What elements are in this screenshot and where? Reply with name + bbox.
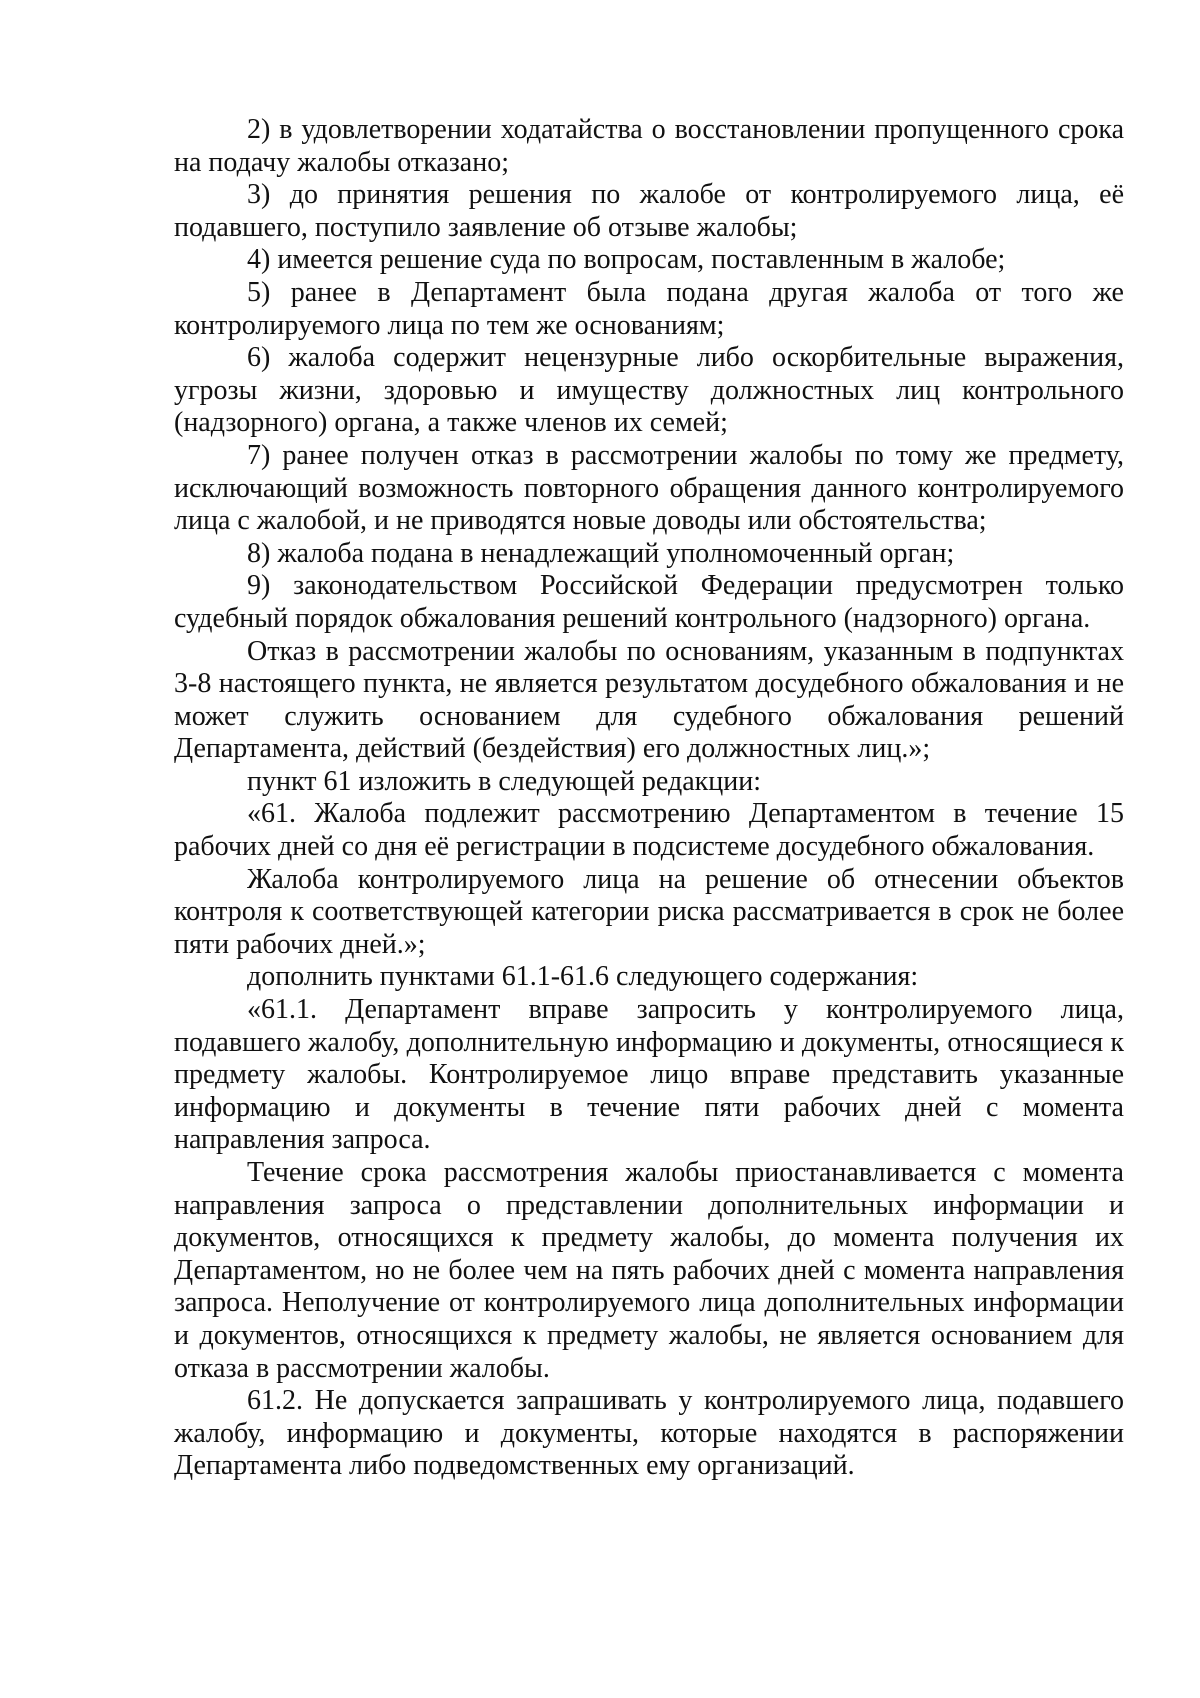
- paragraph-item-8: 8) жалоба подана в ненадлежащий уполномоченный орган;: [247, 537, 955, 569]
- paragraph-61-text: «61. Жалоба подлежит рассмотрению Департаментом в течение 15 рабочих дней со дня её регистрации в подсистеме досудебного обжалования.: [174, 798, 1124, 863]
- paragraph-item-6: 6) жалоба содержит нецензурные либо оскорбительные выражения, угрозы жизни, здоровью и имуществу должностных лиц контрольного (надзорного) органа, а также членов их семей;: [174, 342, 1124, 439]
- paragraph-item-3: 3) до принятия решения по жалобе от контролируемого лица, её подавшего, поступило заявление об отзыве жалобы;: [174, 179, 1124, 243]
- paragraph-refusal-note: Отказ в рассмотрении жалобы по основаниям, указанным в подпунктах 3-8 настоящего пункта, не является результатом досудебного обжалования и не может служить основанием для судебного обжалования решений Департамента, действий (бездействия) его должностных лиц.»;: [174, 635, 1124, 765]
- paragraph-61-risk: Жалоба контролируемого лица на решение об отнесении объектов контроля к соответствующей категории риска рассматривается в срок не более пяти рабочих дней.»;: [174, 863, 1124, 960]
- paragraph-item-7: 7) ранее получен отказ в рассмотрении жалобы по тому же предмету, исключающий возможность повторного обращения данного контролируемого лица с жалобой, и не приводятся новые доводы или обстоятельства;: [174, 439, 1124, 537]
- paragraph-amend-61: пункт 61 изложить в следующей редакции:: [247, 765, 761, 797]
- paragraph-61-2: 61.2. Не допускается запрашивать у контролируемого лица, подавшего жалобу, информацию и документы, которые находятся в распоряжении Департамента либо подведомственных ему организаций.: [174, 1385, 1124, 1482]
- paragraph-61-1: «61.1. Департамент вправе запросить у контролируемого лица, подавшего жалобу, дополнительную информацию и документы, относящиеся к предмету жалобы. Контролируемое лицо вправе представить указанные информацию и документы в течение пяти рабочих дней с момента направления запроса.: [174, 994, 1124, 1156]
- document-page: [174, 114, 1124, 1483]
- paragraph-item-5: 5) ранее в Департамент была подана другая жалоба от того же контролируемого лица по тем же основаниям;: [174, 276, 1124, 341]
- paragraph-item-2: 2) в удовлетворении ходатайства о восстановлении пропущенного срока на подачу жалобы отказано;: [174, 114, 1124, 178]
- paragraph-add-61-1-61-6: дополнить пунктами 61.1-61.6 следующего содержания:: [247, 961, 919, 993]
- paragraph-item-4: 4) имеется решение суда по вопросам, поставленным в жалобе;: [247, 244, 1006, 276]
- paragraph-item-9: 9) законодательством Российской Федерации предусмотрен только судебный порядок обжалования решений контрольного (надзорного) органа.: [174, 570, 1124, 634]
- paragraph-61-1-suspension: Течение срока рассмотрения жалобы приостанавливается с момента направления запроса о представлении дополнительных информации и документов, относящихся к предмету жалобы, до момента получения их Департаментом, но не более чем на пять рабочих дней с момента направления запроса. Неполучение от контролируемого лица дополнительных информации и документов, относящихся к предмету жалобы, не является основанием для отказа в рассмотрении жалобы.: [174, 1157, 1124, 1384]
